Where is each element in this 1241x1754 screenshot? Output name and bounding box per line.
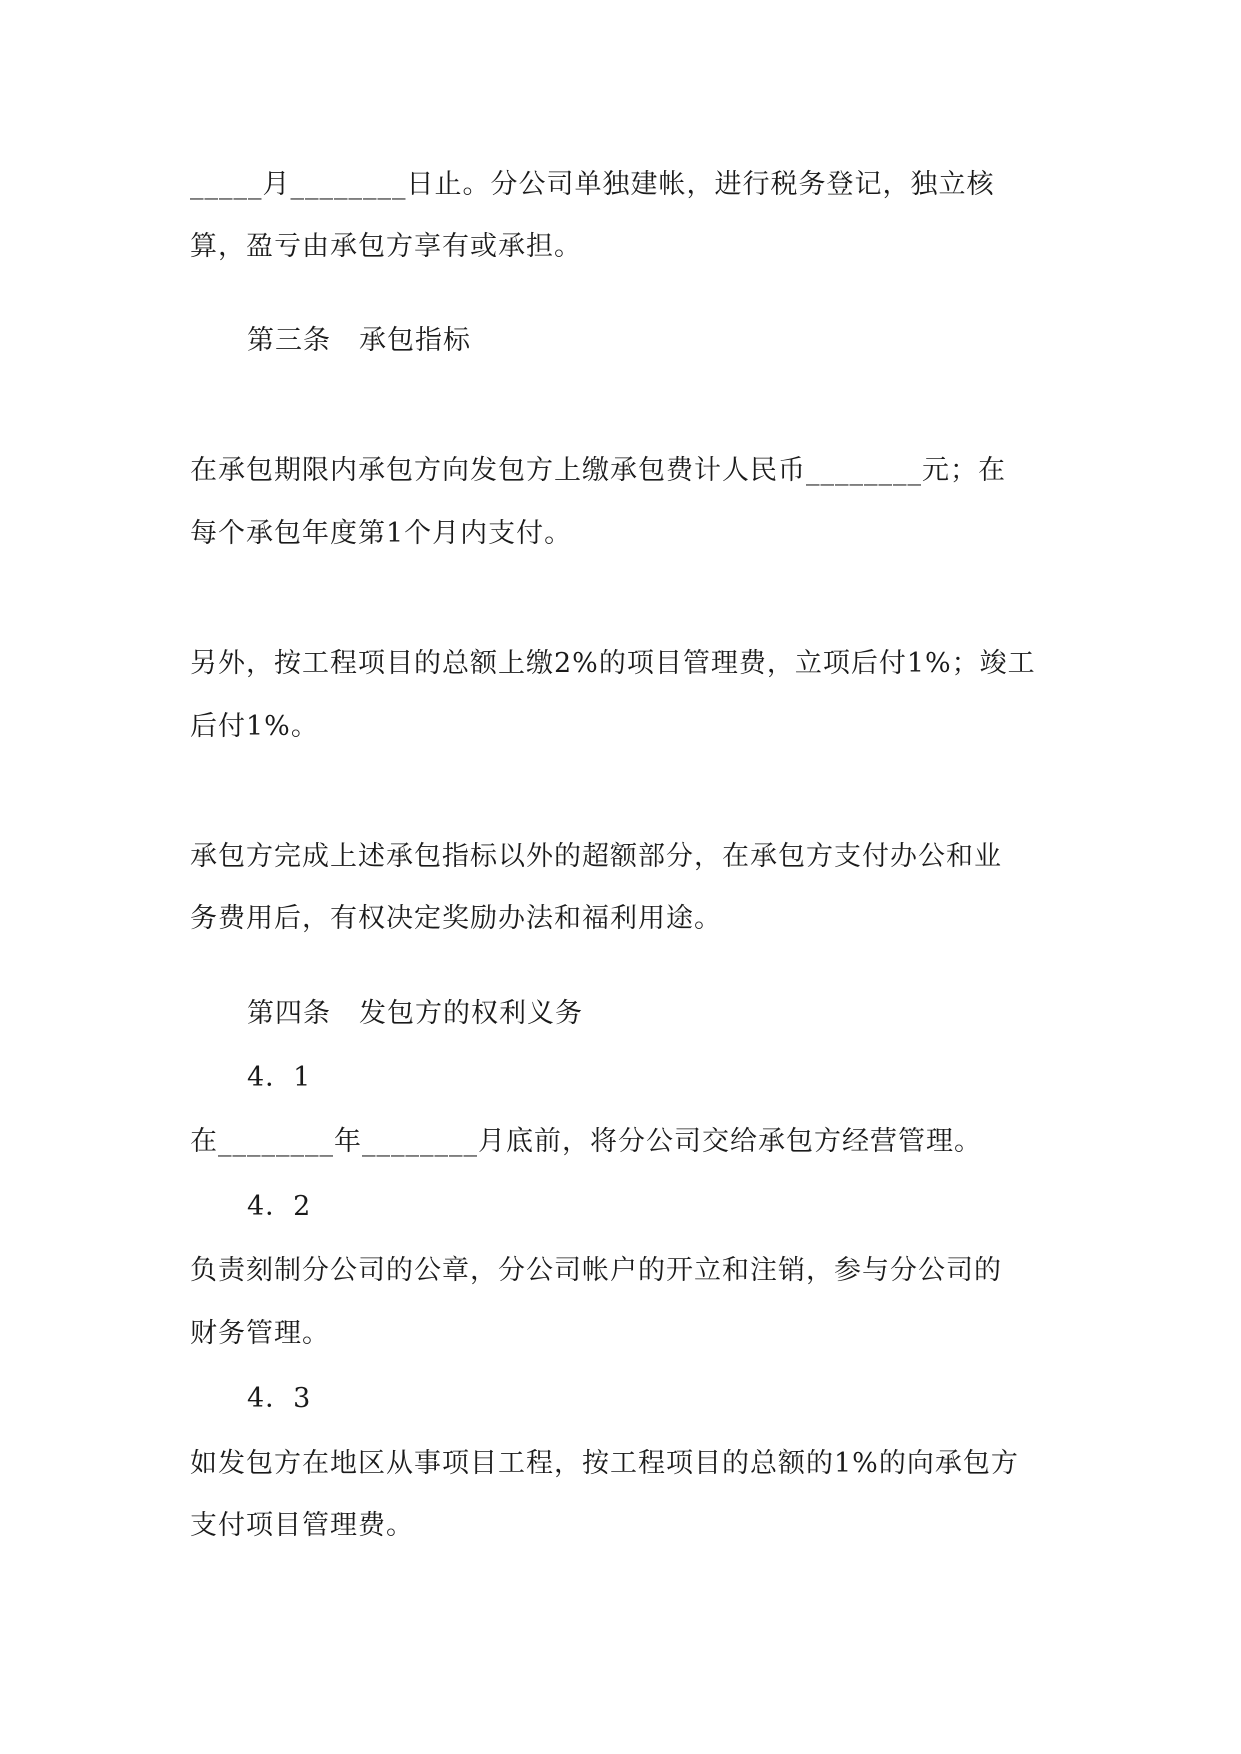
paragraph-line: 务费用后，有权决定奖励办法和福利用途。	[190, 903, 722, 934]
clause-number: 4．2	[247, 1191, 312, 1222]
paragraph-line: 每个承包年度第1个月内支付。	[190, 518, 573, 549]
paragraph-line: 在________年________月底前，将分公司交给承包方经营管理。	[190, 1126, 982, 1157]
paragraph-line: 另外，按工程项目的总额上缴2%的项目管理费，立项后付1%；竣工	[190, 648, 1036, 679]
paragraph-line: 在承包期限内承包方向发包方上缴承包费计人民币________元；在	[190, 455, 1006, 486]
paragraph-line: _____月________日止。分公司单独建帐，进行税务登记，独立核	[190, 169, 995, 200]
paragraph-line: 如发包方在地区从事项目工程，按工程项目的总额的1%的向承包方	[190, 1448, 1019, 1479]
paragraph-line: 负责刻制分公司的公章，分公司帐户的开立和注销，参与分公司的	[190, 1255, 1002, 1286]
section-heading-4: 第四条 发包方的权利义务	[247, 998, 583, 1029]
section-heading-3: 第三条 承包指标	[247, 325, 471, 356]
paragraph-line: 支付项目管理费。	[190, 1510, 414, 1541]
clause-number: 4．1	[247, 1062, 312, 1093]
paragraph-line: 财务管理。	[190, 1318, 330, 1349]
clause-number: 4．3	[247, 1383, 312, 1414]
paragraph-line: 后付1%。	[190, 711, 319, 742]
paragraph-line: 承包方完成上述承包指标以外的超额部分，在承包方支付办公和业	[190, 841, 1002, 872]
paragraph-line: 算，盈亏由承包方享有或承担。	[190, 231, 582, 262]
